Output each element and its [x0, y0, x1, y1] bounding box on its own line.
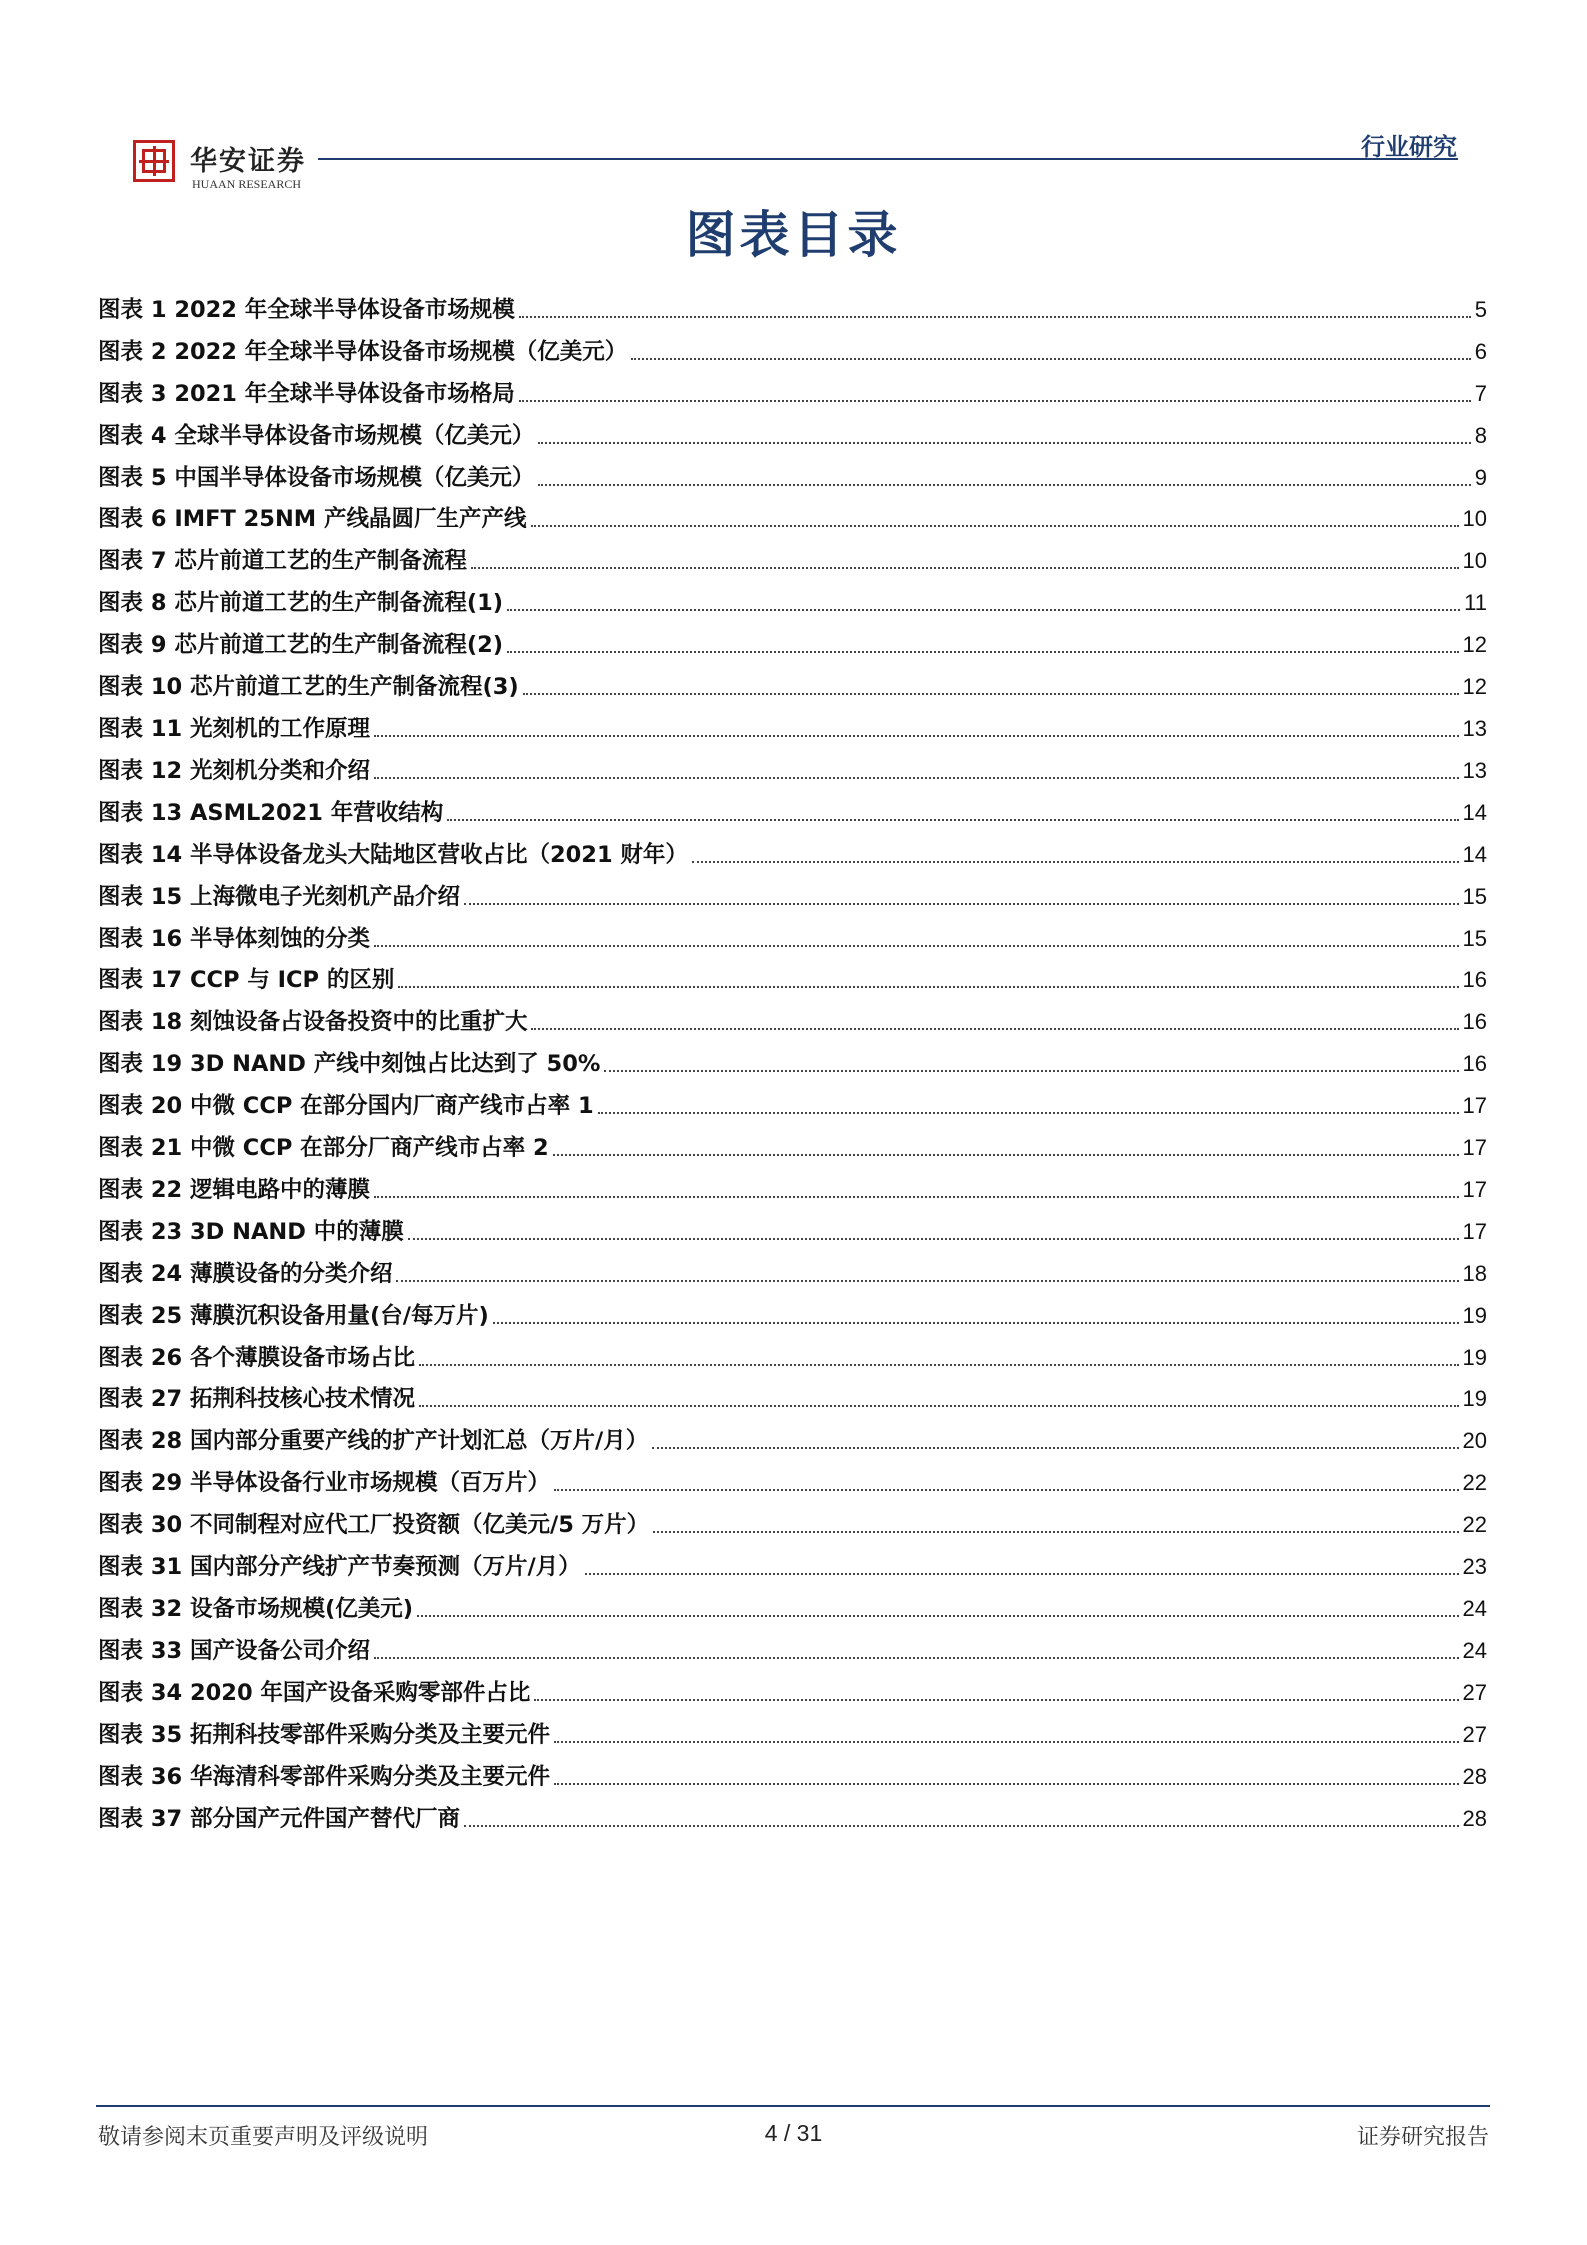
toc-leader-dots — [531, 1027, 1458, 1030]
toc-entry[interactable] — [98, 282, 1487, 324]
toc-entry-page: 14 — [1462, 799, 1487, 825]
toc-leader-dots — [398, 985, 1458, 988]
toc-entry-label: 图表 22 逻辑电路中的薄膜 — [98, 1176, 370, 1203]
toc-leader-dots — [464, 1824, 1459, 1827]
toc-entry-page: 17 — [1462, 1135, 1487, 1161]
toc-entry-label: 图表 37 部分国产元件国产替代厂商 — [98, 1805, 460, 1832]
toc-entry-page: 23 — [1462, 1554, 1487, 1580]
toc-leader-dots — [507, 608, 1460, 611]
toc-leader-dots — [519, 315, 1471, 318]
toc-leader-dots — [374, 734, 1459, 737]
toc-entry[interactable] — [98, 1372, 1487, 1414]
toc-leader-dots — [419, 1363, 1459, 1366]
toc-entry[interactable] — [98, 785, 1487, 827]
toc-leader-dots — [553, 1153, 1459, 1156]
toc-entry-page: 28 — [1462, 1805, 1487, 1831]
toc-entry-page: 12 — [1462, 632, 1487, 658]
toc-leader-dots — [493, 1321, 1459, 1324]
toc-entry[interactable] — [98, 575, 1487, 617]
toc-entry[interactable] — [98, 1497, 1487, 1539]
toc-entry[interactable] — [98, 1246, 1487, 1288]
huaan-seal-icon — [133, 140, 175, 182]
toc-leader-dots — [538, 441, 1470, 444]
toc-leader-dots — [538, 483, 1470, 486]
toc-entry[interactable] — [98, 1078, 1487, 1120]
toc-leader-dots — [604, 1069, 1458, 1072]
toc-entry[interactable] — [98, 1162, 1487, 1204]
toc-entry-page: 8 — [1474, 422, 1487, 448]
toc-entry-label: 图表 15 上海微电子光刻机产品介绍 — [98, 883, 460, 910]
toc-entry[interactable] — [98, 869, 1487, 911]
toc-entry-page: 10 — [1462, 506, 1487, 532]
toc-entry-page: 27 — [1462, 1721, 1487, 1747]
toc-leader-dots — [554, 1488, 1459, 1491]
toc-entry-page: 17 — [1462, 1176, 1487, 1202]
toc-entry[interactable] — [98, 1581, 1487, 1623]
toc-entry-page: 15 — [1462, 925, 1487, 951]
toc-entry-page: 10 — [1462, 548, 1487, 574]
toc-leader-dots — [471, 566, 1459, 569]
toc-leader-dots — [417, 1614, 1458, 1617]
toc-entry[interactable] — [98, 1288, 1487, 1330]
toc-leader-dots — [652, 1446, 1458, 1449]
toc-entry-label: 图表 5 中国半导体设备市场规模（亿美元） — [98, 464, 535, 491]
toc-leader-dots — [692, 860, 1459, 863]
toc-leader-dots — [507, 650, 1458, 653]
toc-entry-label: 图表 18 刻蚀设备占设备投资中的比重扩大 — [98, 1009, 528, 1036]
toc-entry[interactable] — [98, 492, 1487, 534]
toc-entry-page: 16 — [1462, 967, 1487, 993]
toc-entry-page: 15 — [1462, 883, 1487, 909]
toc-entry[interactable] — [98, 911, 1487, 953]
toc-entry[interactable] — [98, 617, 1487, 659]
toc-entry-label: 图表 8 芯片前道工艺的生产制备流程(1) — [98, 590, 504, 617]
toc-leader-dots — [374, 944, 1459, 947]
toc-entry[interactable] — [98, 994, 1487, 1036]
toc-entry[interactable] — [98, 1330, 1487, 1372]
footer-doc-type: 证券研究报告 — [1356, 2125, 1489, 2150]
toc-leader-dots — [519, 399, 1471, 402]
toc-leader-dots — [374, 1195, 1459, 1198]
toc-entry-label: 图表 20 中微 CCP 在部分国内厂商产线市占率 1 — [98, 1093, 594, 1120]
toc-entry-label: 图表 7 芯片前道工艺的生产制备流程 — [98, 548, 467, 575]
toc-entry-label: 图表 10 芯片前道工艺的生产制备流程(3) — [98, 674, 519, 701]
section-label: 行业研究 — [1361, 133, 1457, 161]
toc-entry[interactable] — [98, 1455, 1487, 1497]
toc-leader-dots — [653, 1530, 1458, 1533]
toc-entry-label: 图表 25 薄膜沉积设备用量(台/每万片) — [98, 1302, 489, 1329]
toc-entry[interactable] — [98, 701, 1487, 743]
toc-leader-dots — [408, 1237, 1459, 1240]
toc-entry-label: 图表 29 半导体设备行业市场规模（百万片） — [98, 1470, 550, 1497]
toc-entry-page: 11 — [1464, 590, 1487, 616]
toc-entry-label: 图表 26 各个薄膜设备市场占比 — [98, 1344, 415, 1371]
toc-entry-page: 27 — [1462, 1679, 1487, 1705]
toc-entry-label: 图表 3 2021 年全球半导体设备市场格局 — [98, 380, 515, 407]
toc-entry[interactable] — [98, 1036, 1487, 1078]
toc-entry[interactable] — [98, 1707, 1487, 1749]
page-header — [0, 0, 1587, 200]
toc-leader-dots — [554, 1782, 1459, 1785]
toc-entry-page: 13 — [1462, 757, 1487, 783]
toc-entry-label: 图表 34 2020 年国产设备采购零部件占比 — [98, 1679, 531, 1706]
toc-entry-page: 20 — [1462, 1428, 1487, 1454]
toc-leader-dots — [531, 524, 1459, 527]
toc-entry-label: 图表 36 华海清科零部件采购分类及主要元件 — [98, 1763, 550, 1790]
toc-entry-page: 17 — [1462, 1093, 1487, 1119]
toc-entry[interactable] — [98, 1749, 1487, 1791]
toc-entry[interactable] — [98, 533, 1487, 575]
toc-leader-dots — [464, 902, 1459, 905]
toc-entry-label: 图表 21 中微 CCP 在部分厂商产线市占率 2 — [98, 1135, 549, 1162]
toc-entry-page: 12 — [1462, 674, 1487, 700]
toc-entry-label: 图表 33 国产设备公司介绍 — [98, 1637, 370, 1664]
brand-name: 华安证券 — [190, 146, 306, 177]
toc-entry-page: 24 — [1462, 1637, 1487, 1663]
toc-entry-label: 图表 30 不同制程对应代工厂投资额（亿美元/5 万片） — [98, 1512, 650, 1539]
toc-entry-page: 24 — [1462, 1596, 1487, 1621]
toc-leader-dots — [374, 776, 1459, 779]
toc-entry-page: 16 — [1462, 1009, 1487, 1035]
toc-entry-page: 19 — [1462, 1302, 1487, 1328]
toc-leader-dots — [585, 1572, 1459, 1575]
toc-entry[interactable] — [98, 743, 1487, 785]
toc-entry-label: 图表 35 拓荆科技零部件采购分类及主要元件 — [98, 1721, 550, 1748]
toc-entry-page: 17 — [1462, 1218, 1487, 1244]
toc-entry[interactable] — [98, 1665, 1487, 1707]
toc-entry[interactable] — [98, 953, 1487, 995]
toc-entry-label: 图表 12 光刻机分类和介绍 — [98, 757, 370, 784]
toc-leader-dots — [534, 1698, 1458, 1701]
toc-entry-page: 14 — [1462, 841, 1487, 867]
table-of-figures — [98, 282, 1487, 1833]
header-divider — [318, 158, 1458, 160]
toc-entry-label: 图表 28 国内部分重要产线的扩产计划汇总（万片/月） — [98, 1428, 649, 1455]
page-number: 4 / 31 — [764, 2120, 823, 2146]
toc-entry-page: 28 — [1462, 1763, 1487, 1789]
toc-entry-page: 13 — [1462, 715, 1487, 741]
toc-entry[interactable] — [98, 1791, 1487, 1833]
toc-entry-label: 图表 2 2022 年全球半导体设备市场规模（亿美元） — [98, 338, 628, 365]
toc-entry-page: 5 — [1474, 296, 1487, 322]
toc-entry[interactable] — [98, 659, 1487, 701]
toc-entry-page: 16 — [1462, 1051, 1487, 1077]
toc-entry-page: 18 — [1462, 1260, 1487, 1286]
toc-entry-label: 图表 9 芯片前道工艺的生产制备流程(2) — [98, 632, 504, 659]
brand-subtitle: HUAAN RESEARCH — [192, 177, 302, 191]
toc-entry[interactable] — [98, 408, 1487, 450]
toc-leader-dots — [598, 1111, 1459, 1114]
toc-entry-label: 图表 19 3D NAND 产线中刻蚀占比达到了 50% — [98, 1051, 601, 1078]
toc-entry-page: 19 — [1462, 1386, 1487, 1412]
toc-entry-page: 9 — [1474, 464, 1487, 490]
toc-entry-page: 7 — [1474, 380, 1487, 406]
toc-entry-label: 图表 6 IMFT 25NM 产线晶圆厂生产产线 — [98, 506, 527, 533]
toc-entry[interactable] — [98, 324, 1487, 366]
toc-entry-label: 图表 14 半导体设备龙头大陆地区营收占比（2021 财年） — [98, 841, 688, 868]
toc-entry[interactable] — [98, 1539, 1487, 1581]
toc-leader-dots — [523, 692, 1459, 695]
toc-entry-label: 图表 13 ASML2021 年营收结构 — [98, 799, 444, 826]
toc-leader-dots — [447, 818, 1458, 821]
toc-entry-page: 22 — [1462, 1470, 1487, 1496]
toc-entry-label: 图表 16 半导体刻蚀的分类 — [98, 925, 370, 952]
toc-entry-label: 图表 17 CCP 与 ICP 的区别 — [98, 967, 395, 994]
seal-vertical-bar — [153, 146, 156, 176]
toc-entry[interactable] — [98, 1204, 1487, 1246]
toc-entry-page: 6 — [1474, 338, 1487, 364]
toc-entry-label: 图表 32 设备市场规模(亿美元) — [98, 1596, 414, 1622]
page-title: 图表目录 — [685, 206, 902, 264]
toc-entry-label: 图表 11 光刻机的工作原理 — [98, 715, 370, 742]
toc-leader-dots — [419, 1404, 1459, 1407]
toc-entry-label: 图表 27 拓荆科技核心技术情况 — [98, 1386, 415, 1413]
toc-entry[interactable] — [98, 450, 1487, 492]
toc-entry-label: 图表 4 全球半导体设备市场规模（亿美元） — [98, 422, 535, 449]
footer-divider — [96, 2105, 1490, 2107]
toc-entry-page: 22 — [1462, 1512, 1487, 1538]
toc-entry-label: 图表 24 薄膜设备的分类介绍 — [98, 1260, 393, 1287]
toc-leader-dots — [554, 1740, 1459, 1743]
toc-entry-label: 图表 23 3D NAND 中的薄膜 — [98, 1218, 404, 1245]
toc-entry-label: 图表 31 国内部分产线扩产节奏预测（万片/月） — [98, 1554, 581, 1581]
toc-entry[interactable] — [98, 827, 1487, 869]
toc-entry[interactable] — [98, 1623, 1487, 1665]
toc-entry[interactable] — [98, 1120, 1487, 1162]
toc-leader-dots — [396, 1279, 1458, 1282]
toc-entry[interactable] — [98, 366, 1487, 408]
toc-leader-dots — [374, 1656, 1459, 1659]
toc-leader-dots — [631, 357, 1470, 360]
footer-disclaimer: 敬请参阅末页重要声明及评级说明 — [98, 2125, 429, 2150]
toc-entry-page: 19 — [1462, 1344, 1487, 1370]
toc-entry[interactable] — [98, 1413, 1487, 1455]
toc-entry-label: 图表 1 2022 年全球半导体设备市场规模 — [98, 296, 515, 323]
